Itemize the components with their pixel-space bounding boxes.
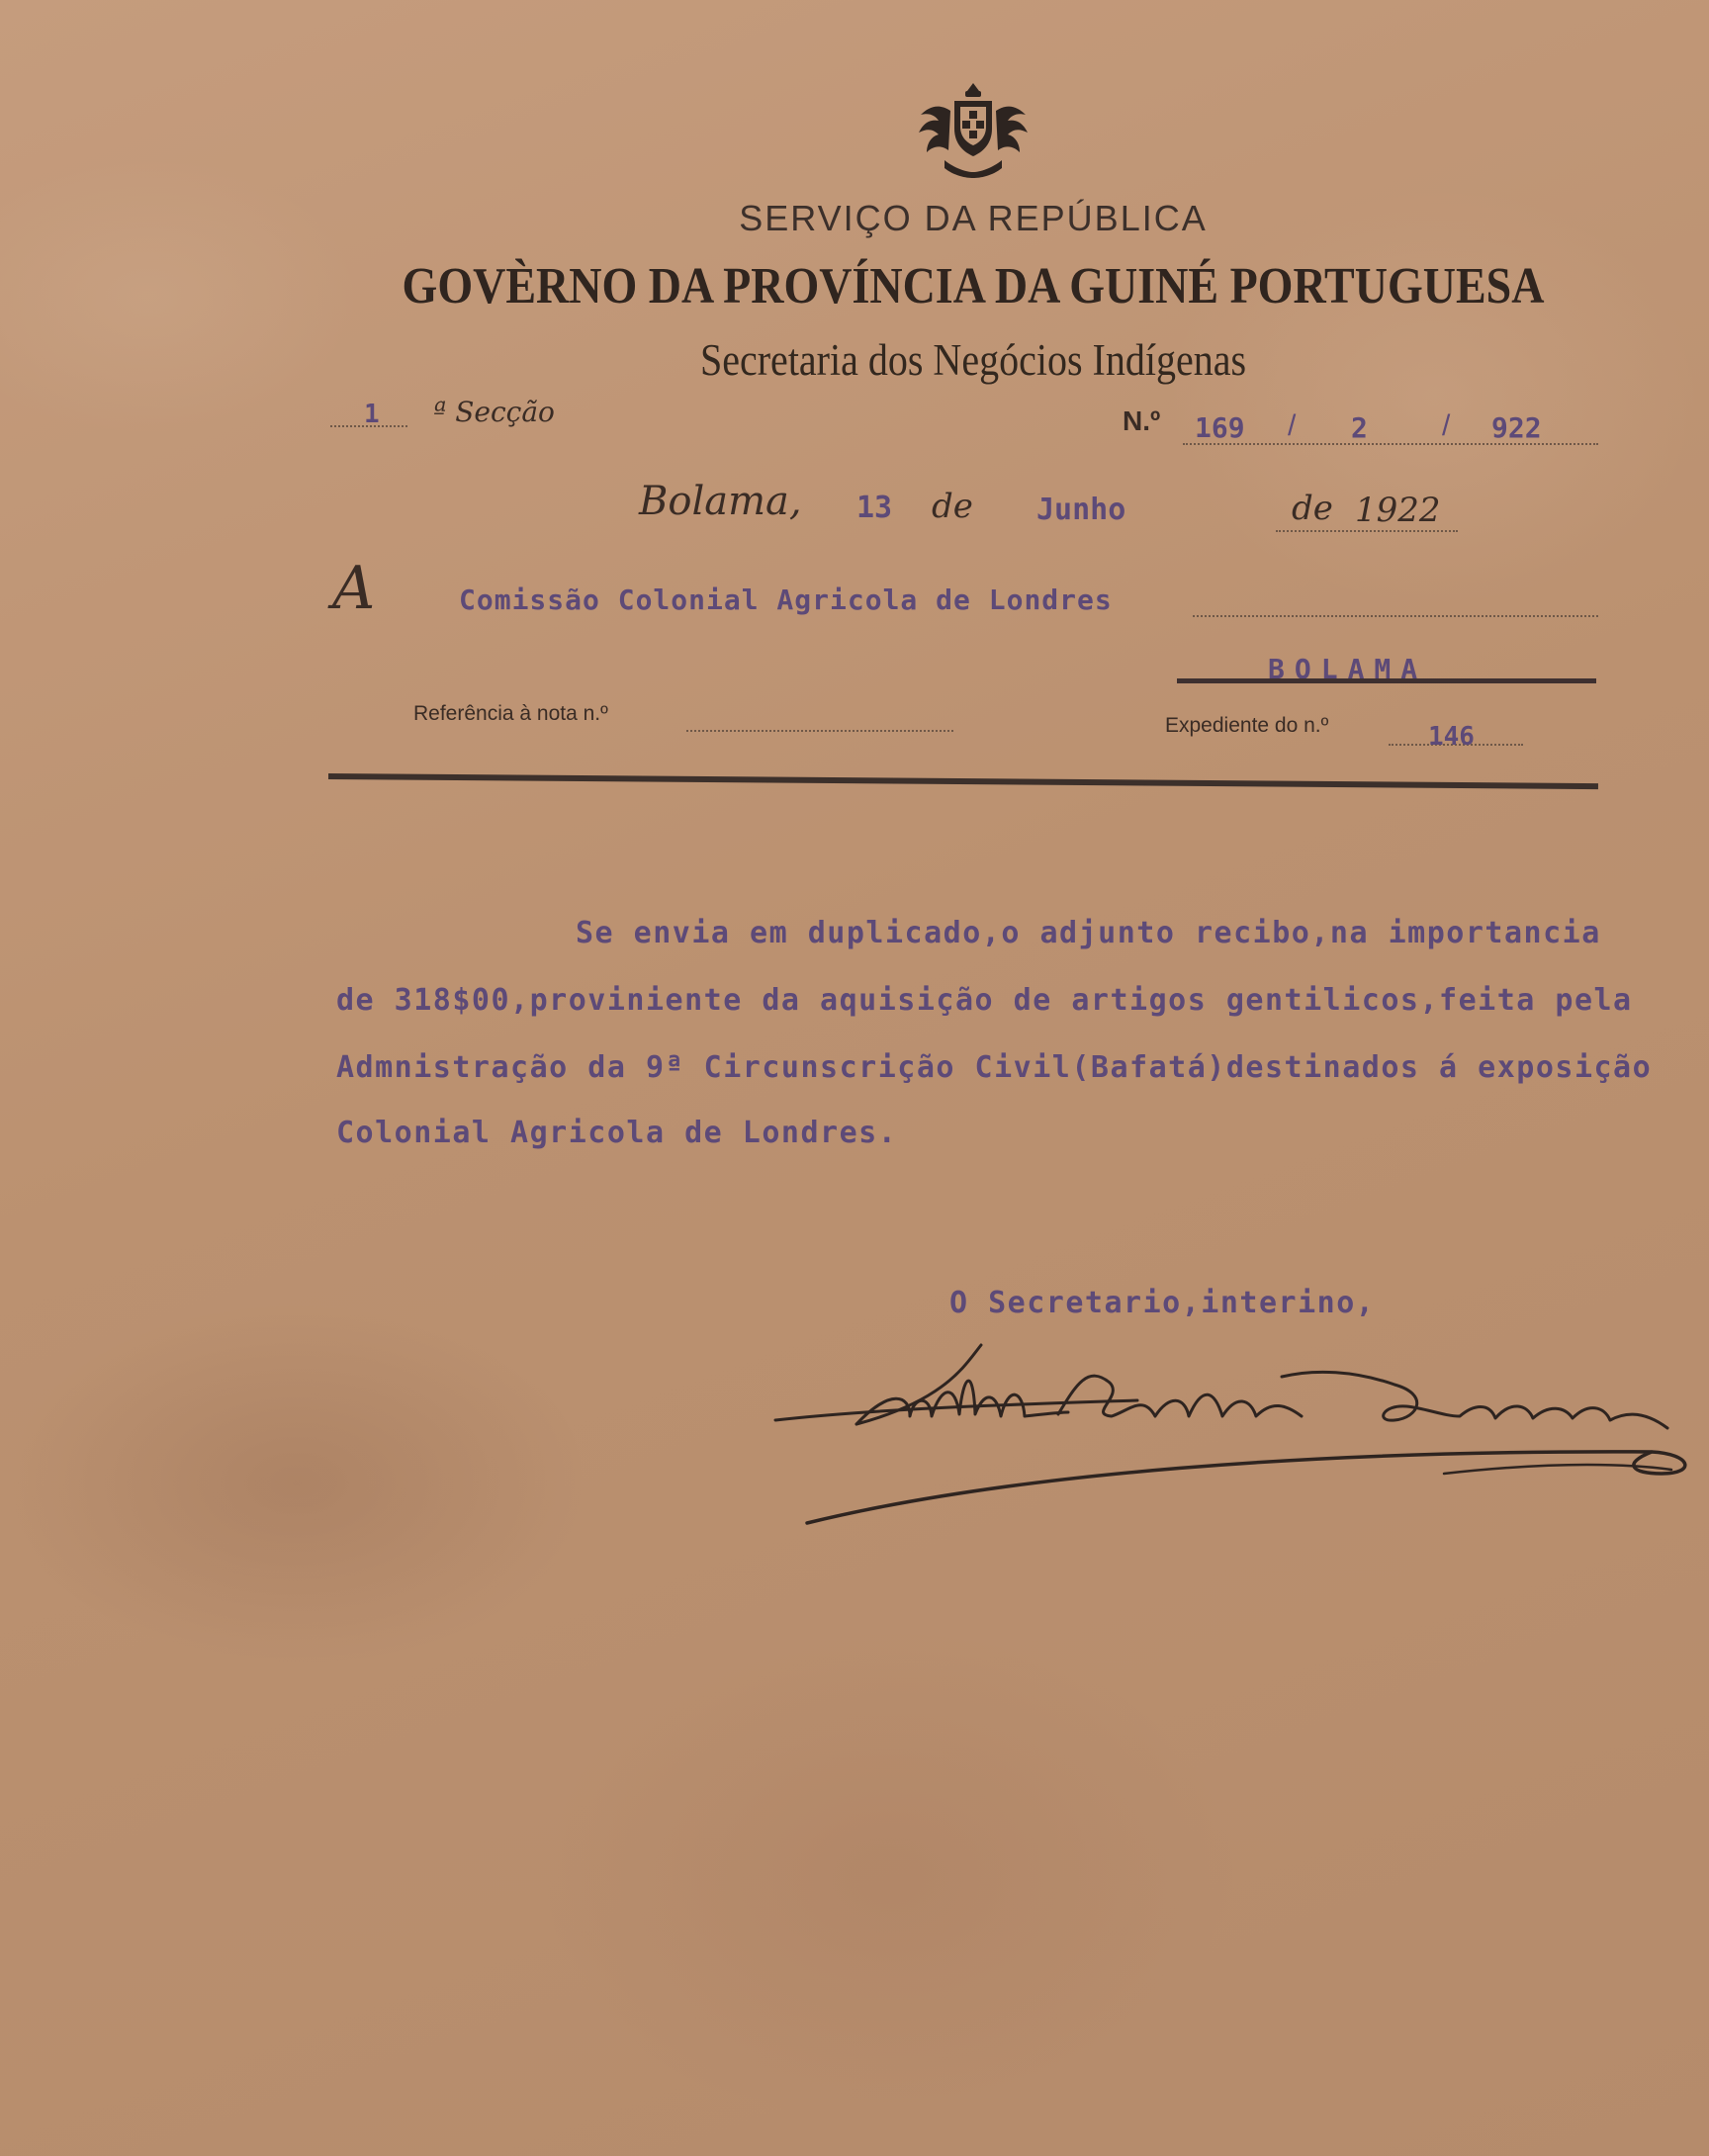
letterhead-secretariat: Secretaria dos Negócios Indígenas <box>699 333 1247 386</box>
header-rule <box>328 773 1598 789</box>
letterhead-service: SERVIÇO DA REPÚBLICA <box>739 198 1208 238</box>
body-line: Admnistração da 9ª Circunscrição Civil(Bafatá)destinados á exposição <box>336 1050 1653 1085</box>
number-label: N.º <box>1123 405 1161 436</box>
body-line: Se envia em duplicado,o adjunto recibo,na importancia <box>576 916 1601 950</box>
date-month: Junho <box>1036 493 1126 527</box>
handwritten-signature-icon <box>762 1325 1709 1553</box>
addressee-name: Comissão Colonial Agricola de Londres <box>459 584 1113 616</box>
letterhead-government: GOVÈRNO DA PROVÍNCIA DA GUINÉ PORTUGUESA <box>402 256 1545 314</box>
expediente-number: 146 <box>1428 722 1475 752</box>
body-line: de 318$00,proviniente da aquisição de artigos gentilicos,feita pela <box>336 983 1633 1018</box>
date-de-year: de <box>1292 489 1333 528</box>
closing-title: O Secretario,interino, <box>949 1286 1376 1320</box>
date-day: 13 <box>856 491 893 525</box>
dotted-line <box>686 730 953 732</box>
date-place: Bolama, <box>639 479 802 524</box>
dotted-line <box>1276 530 1458 532</box>
coat-of-arms-icon <box>911 81 1035 180</box>
body-line: Colonial Agricola de Londres. <box>336 1116 898 1150</box>
number-part-3: 922 <box>1491 411 1542 444</box>
city-underline <box>1177 678 1596 683</box>
number-slash: / <box>1288 409 1297 442</box>
number-slash: / <box>1442 409 1451 442</box>
number-part-1: 169 <box>1195 411 1245 444</box>
addressee-city: BOLAMA <box>1268 653 1428 685</box>
reference-note-label: Referência à nota n.º <box>413 702 608 725</box>
date-year: 1922 <box>1355 491 1441 530</box>
date-de: de <box>932 487 973 526</box>
number-part-2: 2 <box>1351 411 1368 444</box>
expediente-label: Expediente do n.º <box>1165 714 1329 737</box>
section-number: 1 <box>364 400 380 429</box>
section-label: ª Secção <box>433 396 555 428</box>
addressee-prefix: A <box>332 554 376 623</box>
dotted-line <box>1193 615 1598 617</box>
